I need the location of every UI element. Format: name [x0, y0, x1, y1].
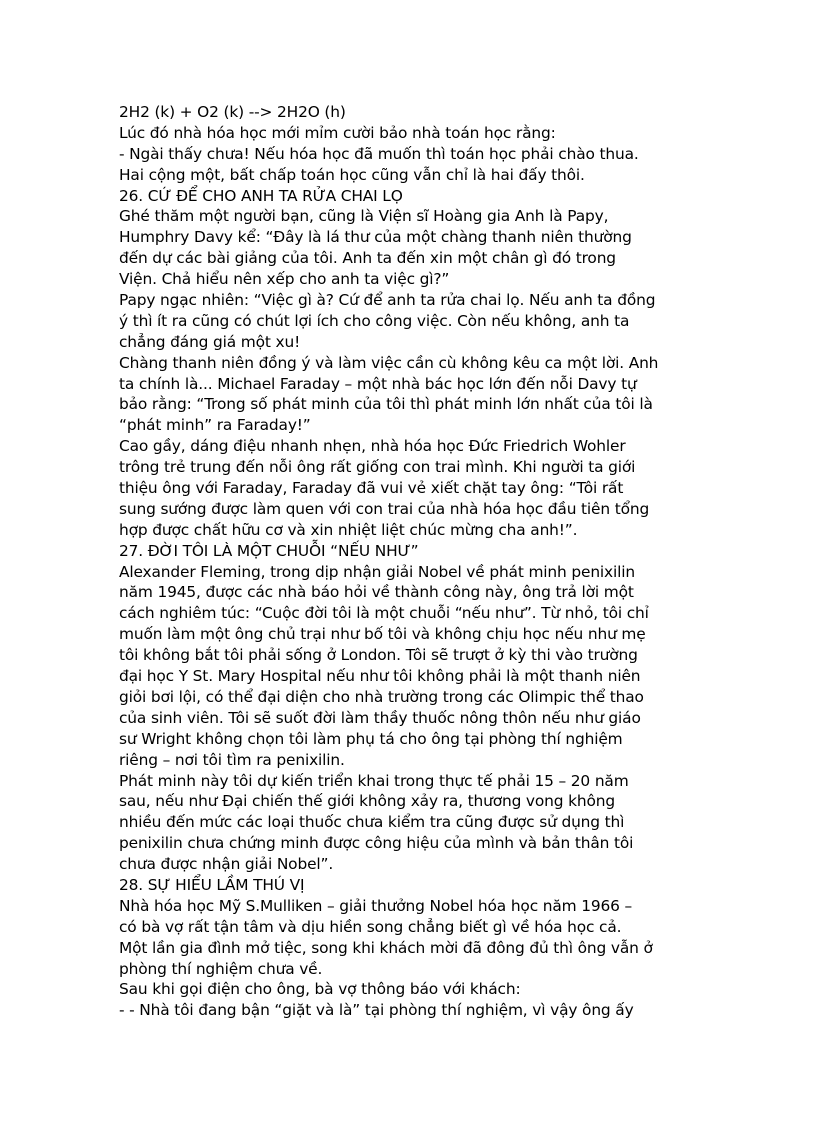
text-line: “phát minh” ra Faraday!”: [119, 416, 311, 435]
text-line: ta chính là... Michael Faraday – một nhà bác học lớn đến nỗi Davy tự: [119, 374, 637, 393]
text-line: Một lần gia đình mở tiệc, song khi khách mời đã đông đủ thì ông vẫn ở: [119, 938, 653, 957]
text-line: Lúc đó nhà hóa học mới mỉm cười bảo nhà toán học rằng:: [119, 123, 556, 142]
text-line: riêng – nơi tôi tìm ra penixilin.: [119, 750, 345, 769]
text-line: Chàng thanh niên đồng ý và làm việc cần cù không kêu ca một lời. Anh: [119, 353, 659, 372]
text-line: trông trẻ trung đến nỗi ông rất giống con trai mình. Khi người ta giới: [119, 458, 636, 477]
text-line: thiệu ông với Faraday, Faraday đã vui vẻ xiết chặt tay ông: “Tôi rất: [119, 479, 624, 498]
text-line: sau, nếu như Đại chiến thế giới không xảy ra, thương vong không: [119, 792, 615, 811]
text-line: ý thì ít ra cũng có chút lợi ích cho công việc. Còn nếu không, anh ta: [119, 311, 630, 330]
text-line: Phát minh này tôi dự kiến triển khai trong thực tế phải 15 – 20 năm: [119, 771, 629, 790]
text-line: có bà vợ rất tận tâm và dịu hiền song chẳng biết gì về hóa học cả.: [119, 917, 622, 936]
text-line: Humphry Davy kể: “Đây là lá thư của một chàng thanh niên thường: [119, 228, 632, 247]
text-line: 26. CỨ ĐỂ CHO ANH TA RỬA CHAI LỌ: [119, 186, 403, 205]
text-line: Alexander Fleming, trong dịp nhận giải Nobel về phát minh penixilin: [119, 562, 635, 581]
text-line: phòng thí nghiệm chưa về.: [119, 959, 323, 978]
text-line: Sau khi gọi điện cho ông, bà vợ thông báo với khách:: [119, 980, 521, 999]
text-line: giỏi bơi lội, có thể đại diện cho nhà trường trong các Olimpic thể thao: [119, 687, 644, 706]
text-line: 2H2 (k) + O2 (k) --> 2H2O (h): [119, 103, 346, 121]
text-line: 27. ĐỜI TÔI LÀ MỘT CHUỖI “NẾU NHƯ”: [119, 541, 419, 560]
text-line: đại học Y St. Mary Hospital nếu như tôi không phải là một thanh niên: [119, 667, 641, 686]
text-line: Nhà hóa học Mỹ S.Mulliken – giải thưởng Nobel hóa học năm 1966 –: [119, 896, 633, 915]
text-line: Viện. Chả hiểu nên xếp cho anh ta việc gì?”: [119, 270, 450, 289]
text-line: bảo rằng: “Trong số phát minh của tôi thì phát minh lớn nhất của tôi là: [119, 395, 653, 414]
text-line: tôi không bắt tôi phải sống ở London. Tôi sẽ trượt ở kỳ thi vào trường: [119, 646, 638, 665]
text-line: chưa được nhận giải Nobel”.: [119, 855, 334, 874]
text-line: Papy ngạc nhiên: “Việc gì à? Cứ để anh ta rửa chai lọ. Nếu anh ta đồng: [119, 291, 656, 310]
text-line: sung sướng được làm quen với con trai của nhà hóa học đầu tiên tổng: [119, 499, 650, 518]
text-line: đến dự các bài giảng của tôi. Anh ta đến xin một chân gì đó trong: [119, 249, 616, 268]
text-line: - Ngài thấy chưa! Nếu hóa học đã muốn thì toán học phải chào thua.: [119, 144, 639, 163]
text-line: Hai cộng một, bất chấp toán học cũng vẫn chỉ là hai đấy thôi.: [119, 165, 585, 184]
text-line: muốn làm một ông chủ trại như bố tôi và không chịu học nếu như mẹ: [119, 625, 646, 644]
text-line: nhiều đến mức các loại thuốc chưa kiểm tra cũng được sử dụng thì: [119, 813, 625, 832]
text-line: hợp được chất hữu cơ và xin nhiệt liệt chúc mừng cha anh!”.: [119, 520, 578, 539]
text-line: cách nghiêm túc: “Cuộc đời tôi là một chuỗi “nếu như”. Từ nhỏ, tôi chỉ: [119, 604, 649, 623]
text-line: Ghé thăm một người bạn, cũng là Viện sĩ Hoàng gia Anh là Papy,: [119, 207, 609, 226]
text-line: của sinh viên. Tôi sẽ suốt đời làm thầy thuốc nông thôn nếu như giáo: [119, 708, 641, 727]
text-line: sư Wright không chọn tôi làm phụ tá cho ông tại phòng thí nghiệm: [119, 729, 623, 748]
text-line: năm 1945, được các nhà báo hỏi về thành công này, ông trả lời một: [119, 583, 634, 602]
text-line: penixilin chưa chứng minh được công hiệu của mình và bản thân tôi: [119, 834, 634, 853]
text-line: 28. SỰ HIỂU LẦM THÚ VỊ: [119, 875, 305, 894]
text-line: chẳng đáng giá một xu!: [119, 332, 301, 351]
text-line: - - Nhà tôi đang bận “giặt và là” tại phòng thí nghiệm, vì vậy ông ấy: [119, 1001, 634, 1020]
text-line: Cao gầy, dáng điệu nhanh nhẹn, nhà hóa học Đức Friedrich Wohler: [119, 437, 626, 456]
document-body: [119, 102, 709, 1021]
